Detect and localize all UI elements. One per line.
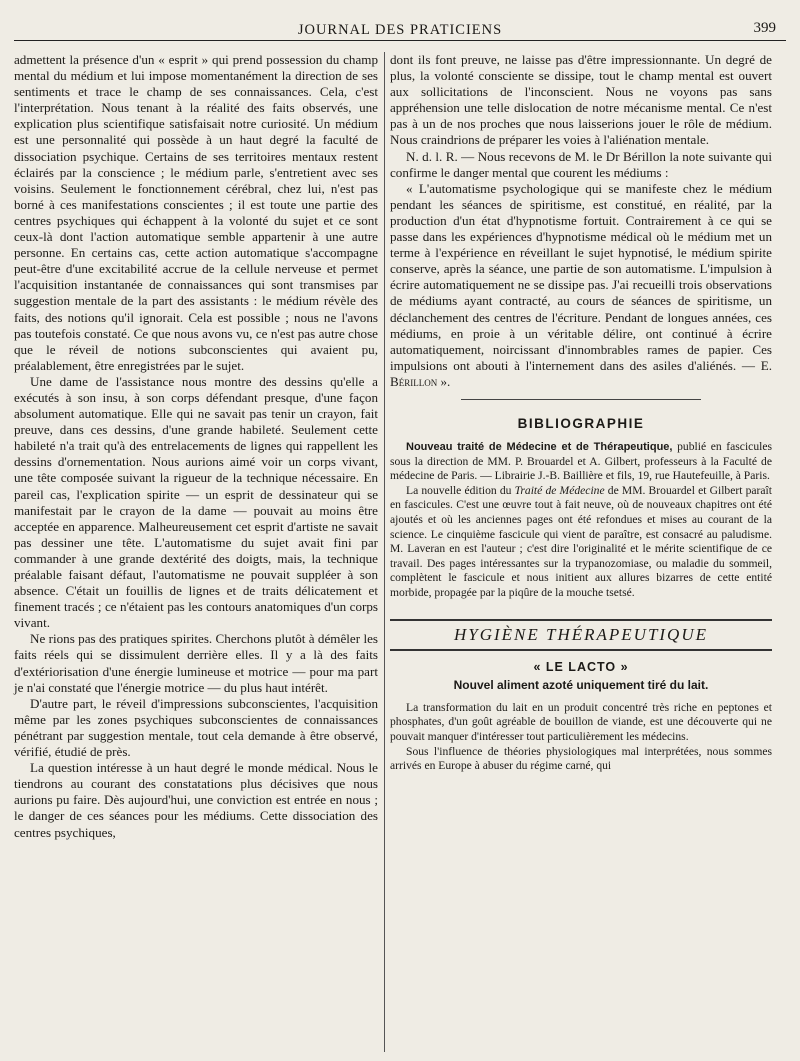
book-review [390,484,772,601]
review-body: de MM. Brouardel et Gilbert paraît en fascicules. C'est une œuvre tout à fait neuve, où de nouveaux chapitres ont été ajoutés et où les anciennes pages ont été refondues et mises au courant de la science. Le cinquième fascicule qui vient de paraître, est consacré au paludisme. M. Laveran en est l'auteur ; c'est dire l'originalité et le mérite scientifique de ce travail. Des pages intéressantes sur la trypanozomiase, ou maladie du sommeil, complètent le fascicule et nous initient aux allures bizarres de cette entité morbide, propagée par la piqûre de la mouche tsetsé. [390,483,772,599]
journal-title: JOURNAL DES PRATICIENS [297,22,503,38]
right-column [390,52,772,774]
quote-text: « L'automatisme psychologique qui se manifeste chez le médium pendant les séances de spiritisme, est constitué, en réalité, par la production d'un état d'hypnotisme fortuit. Contrairement à ce qui se passe dans les expériences d'hypnotisme médical où le médium met un terme à l'expérience en réveillant le sujet hypnotisé, le médium spirite conserve, après la séance, une partie de son automatisme. L'impulsion à écrire automatiquement ne se dissipe pas. J'ai recueilli trois observations de médiums ayant contracté, au cours de séances de spiritisme, un déclanchement des centres de l'écriture. Pendant de longues années, ces médiums, en proie à un véritable délire, ont continué à écrire automatiquement, noircissant d'innombrables rames de papier. Ces impulsions ont abouti à l'internement dans des asiles d'aliénés. — E. [390,180,772,373]
book-details: publié en fascicules sous la direction de MM. P. Brouardel et A. Gilbert, professeurs à la Faculté de médecine de Paris. — Librairie J.-B. Baillière et fils, 19, rue Hautefeuille, à Paris. [390,440,772,483]
hygiene-heading: HYGIÈNE THÉRAPEUTIQUE [390,619,772,651]
paragraph: admettent la présence d'un « esprit » qui prend possession du champ mental du médium et lui impose momentanément la direction de ses sentiments et trace le champ de ses connaissances. Cela, c'est l'interprétation. Nous tenant à la réalité des faits observés, une explication plus scientifique satisfaisait notre curiosité. Un médium est une personnalité qui possède à un haut degré la faculté de dissociation psychique. Certains de ses territoires mentaux restent éclairés par la conscience ; le médium parle, s'entretient avec ses voisins. Seulement le fonctionnement cérébral, chez lui, n'est pas borné à ces manifestations conscientes ; il est toute une partie des centres psychiques qui échappent à la volonté du sujet et ce sont ceux-là dont l'action automatique semble appartenir à une autre personne. En certains cas, cette action automatique s'accompagne peut-être d'une excitabilité accrue de la cellule nerveuse et permet l'acquisition instantanée de connaissances qui sont transmises par suggestion mentale de la part des assistants : le médium révèle des faits, des notions qu'il ignorait. Cela est possible ; nous ne l'avons pas toutefois constaté. Ce que nous avons vu, ce n'est pas autre chose que le réveil de notions subconscientes qui avaient pu, préalablement, être enregistrées par le sujet. [14,52,378,373]
book-title: Nouveau traité de Médecine et de Thérapeutique, [406,441,673,454]
review-italic-title: Traité de Médecine [514,483,605,497]
hygiene-section [390,701,772,774]
bibliography-heading: BIBLIOGRAPHIE [517,415,645,431]
page-header [14,8,786,41]
product-title: « LE LACTO » [533,659,629,674]
paragraph: Ne rions pas des pratiques spirites. Cherchons plutôt à démêler les faits réels qui se dissimulent derrière elles. Il y a là des faits d'extériorisation d'une énergie lumineuse et motrice — pour ma part je n'ai constaté que l'énergie motrice — du plus haut intérêt. [14,631,378,695]
paragraph [390,181,772,390]
paragraph: N. d. l. R. — Nous recevons de M. le Dr Bérillon la note suivante qui confirme le danger mental que courent les médiums : [390,148,772,180]
review-intro: La nouvelle édition du [406,483,515,497]
product-subtitle: Nouvel aliment azoté uniquement tiré du lait. [453,677,709,692]
page-number: 399 [753,20,776,36]
left-column [14,52,378,841]
signature: Bérillon [390,373,438,389]
paragraph: La transformation du lait en un produit concentré très riche en peptones et phosphates, d'un goût agréable de bouillon de viande, est une découverte qui ne pouvait manquer d'intéresser tout particulièrement les médecins. [390,700,772,744]
paragraph: Sous l'influence de théories physiologiques mal interprétées, nous sommes arrivés en Europe à abuser du régime carné, qui [390,744,772,773]
quote-end: ». [437,373,451,389]
paragraph: dont ils font preuve, ne laisse pas d'être impressionnante. Un degré de plus, la volonté consciente se dissipe, tout le champ mental est ouvert aux sollicitations de l'inconscient. Nous ne voyons pas sans appréhension une telle dislocation de notre mécanisme mental. Ce n'est pas à un de nos proches que nous laisserions jouer le rôle de médium. Nous craindrions de préparer les voies à l'aliénation mentale. [390,52,772,148]
book-entry [390,440,772,484]
paragraph: La question intéresse à un haut degré le monde médical. Nous le tiendrons au courant des constatations plus décisives que nous aurions pu faire. Dès aujourd'hui, une conviction est entrée en nous ; le danger de ces séances pour les médiums. Cette dissociation des centres psychiques, [14,760,378,840]
column-divider [384,52,385,1052]
paragraph: Une dame de l'assistance nous montre des dessins qu'elle a exécutés à son insu, à son corps défendant presque, d'une façon absolument automatique. Elle qui ne savait pas tenir un crayon, fait preuve, dans ces dessins, d'une grande habileté. Seulement cette habileté n'a trait qu'à des entrelacements de lignes qui rappellent les dessins d'ornementation. Nous aurions aimé voir un corps vivant, une tête composée suivant la rigueur de la technique nécessaire. En pareil cas, l'explication spirite — un esprit de dessinateur qui se manifestait par le crayon de la dame — pouvait au moins être acceptée en apparence. Malheureusement cet esprit d'artiste ne savait pas dessiner une tête. L'automatisme du sujet avait fini par commander à une grande dextérité des doigts, mais, la technique préalable faisant défaut, l'automatisme ne pouvait suppléer à son absence. C'était un fouillis de lignes et de traits délicatement et finement tracés ; ce n'étaient pas les contours anatomiques d'un corps vivant. [14,373,378,631]
section-rule [461,399,701,400]
paragraph: D'autre part, le réveil d'impressions subconscientes, l'acquisition même par les zones psychiques subconscientes de connaissances pénétrant par suggestion mentale, tout cela demande à être observé, vérifié, étudié de près. [14,695,378,760]
bibliography-section [390,440,772,601]
